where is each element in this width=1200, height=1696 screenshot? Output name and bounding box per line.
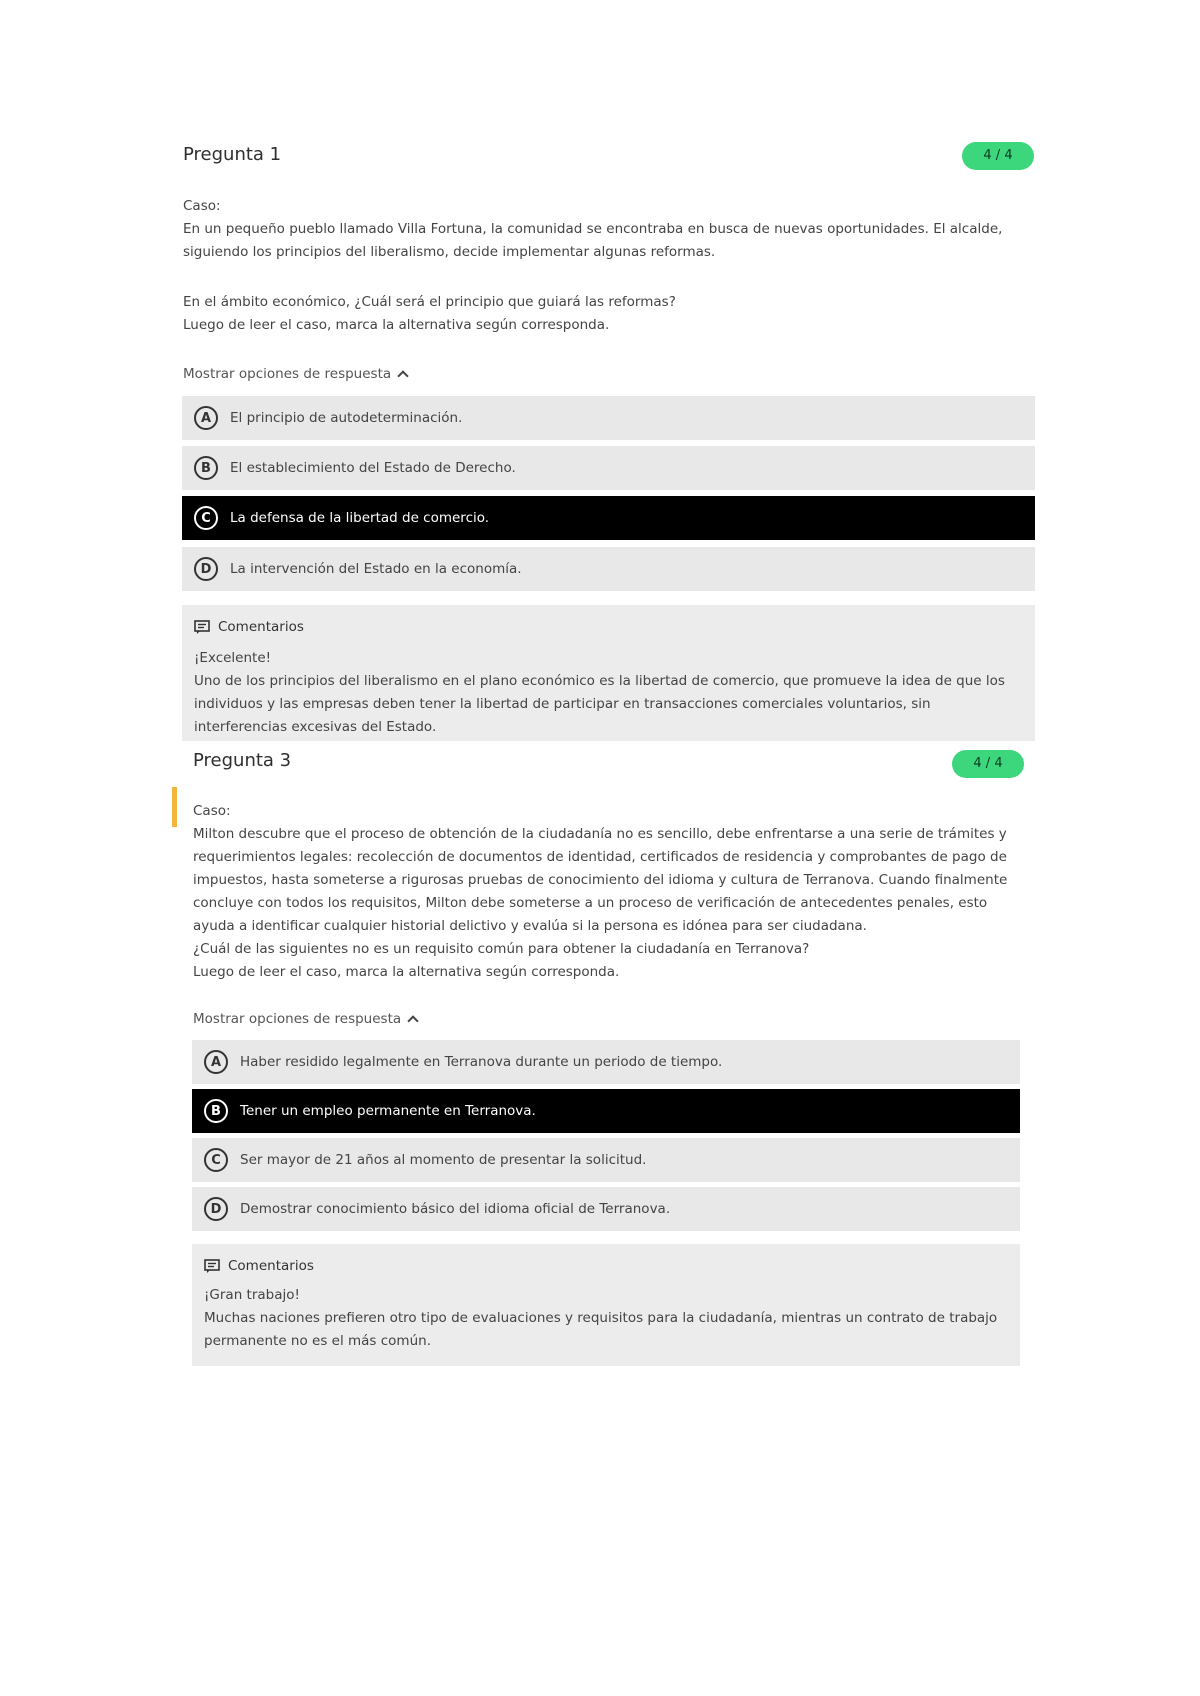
- comment-icon: [194, 620, 210, 634]
- option-letter: A: [204, 1050, 228, 1074]
- case-block: [183, 195, 1023, 264]
- toggle-label: Mostrar opciones de respuesta: [183, 366, 392, 382]
- case-label: Caso:: [193, 803, 231, 819]
- option-letter: B: [204, 1099, 228, 1123]
- option-letter: D: [194, 557, 218, 581]
- option-b[interactable]: [182, 446, 1035, 490]
- comment-text: Muchas naciones prefieren otro tipo de evaluaciones y requisitos para la ciudadanía, mientras un contrato de trabajo permanente no es el más común.: [204, 1310, 998, 1349]
- comment-lead: ¡Excelente!: [194, 650, 272, 666]
- option-letter: D: [204, 1197, 228, 1221]
- comments-title: Comentarios: [218, 619, 304, 635]
- comment-body: [194, 647, 1023, 739]
- option-text: La defensa de la libertad de comercio.: [230, 510, 490, 526]
- option-letter: B: [194, 456, 218, 480]
- comments-panel: [182, 605, 1035, 741]
- option-b-selected[interactable]: [192, 1089, 1020, 1133]
- option-letter: C: [194, 506, 218, 530]
- option-text: Demostrar conocimiento básico del idioma oficial de Terranova.: [240, 1201, 671, 1217]
- comment-lead: ¡Gran trabajo!: [204, 1287, 300, 1303]
- chevron-up-icon: [407, 1015, 418, 1026]
- comment-icon: [204, 1259, 220, 1273]
- option-text: La intervención del Estado en la economía.: [230, 561, 522, 577]
- comments-header: [204, 1258, 314, 1274]
- option-text: Haber residido legalmente en Terranova durante un periodo de tiempo.: [240, 1054, 723, 1070]
- comment-body: [204, 1284, 1008, 1353]
- case-text: En un pequeño pueblo llamado Villa Fortuna, la comunidad se encontraba en busca de nuevas oportunidades. El alcalde, siguiendo los principios del liberalismo, decide implementar algunas reformas.: [183, 221, 1003, 260]
- option-text: Tener un empleo permanente en Terranova.: [240, 1103, 536, 1119]
- show-options-toggle[interactable]: [183, 366, 407, 382]
- flag-marker: [172, 787, 177, 827]
- option-letter: A: [194, 406, 218, 430]
- question-title: Pregunta 1: [183, 144, 282, 165]
- option-letter: C: [204, 1148, 228, 1172]
- question-text: ¿Cuál de las siguientes no es un requisito común para obtener la ciudadanía en Terranova?: [193, 941, 810, 957]
- question-block: [183, 291, 1023, 337]
- show-options-toggle[interactable]: [193, 1011, 417, 1027]
- chevron-up-icon: [397, 370, 408, 381]
- comment-text: Uno de los principios del liberalismo en el plano económico es la libertad de comercio, que promueve la idea de que los individuos y las empresas deben tener la libertad de participar en transacciones comerciales voluntarios, sin interferencias excesivas del Estado.: [194, 673, 1005, 735]
- case-block: [193, 800, 1023, 984]
- comments-panel: [192, 1244, 1020, 1366]
- option-a[interactable]: [192, 1040, 1020, 1084]
- toggle-label: Mostrar opciones de respuesta: [193, 1011, 402, 1027]
- option-c-selected[interactable]: [182, 496, 1035, 540]
- option-text: El establecimiento del Estado de Derecho.: [230, 460, 516, 476]
- option-d[interactable]: [192, 1187, 1020, 1231]
- case-label: Caso:: [183, 198, 221, 214]
- score-badge: 4 / 4: [952, 750, 1024, 778]
- question-text: En el ámbito económico, ¿Cuál será el principio que guiará las reformas?: [183, 294, 676, 310]
- option-text: El principio de autodeterminación.: [230, 410, 463, 426]
- comments-header: [194, 619, 304, 635]
- option-a[interactable]: [182, 396, 1035, 440]
- option-d[interactable]: [182, 547, 1035, 591]
- instruction-text: Luego de leer el caso, marca la alternativa según corresponda.: [183, 317, 610, 333]
- option-c[interactable]: [192, 1138, 1020, 1182]
- comments-title: Comentarios: [228, 1258, 314, 1274]
- score-badge: 4 / 4: [962, 142, 1034, 170]
- question-title: Pregunta 3: [193, 750, 297, 771]
- instruction-text: Luego de leer el caso, marca la alternativa según corresponda.: [193, 964, 620, 980]
- case-text: Milton descubre que el proceso de obtención de la ciudadanía no es sencillo, debe enfrentarse a una serie de trámites y requerimientos legales: recolección de documentos de identidad, certificados de residencia y comprobantes de pago de impuestos, hasta someterse a rigurosas pruebas de conocimiento del idioma y cultura de Terranova. Cuando finalmente concluye con todos los requisitos, Milton debe someterse a un proceso de verificación de antecedentes penales, esto ayuda a identificar cualquier historial delictivo y evalúa si la persona es idónea para ser ciudadana.: [193, 826, 1008, 934]
- option-text: Ser mayor de 21 años al momento de presentar la solicitud.: [240, 1152, 647, 1168]
